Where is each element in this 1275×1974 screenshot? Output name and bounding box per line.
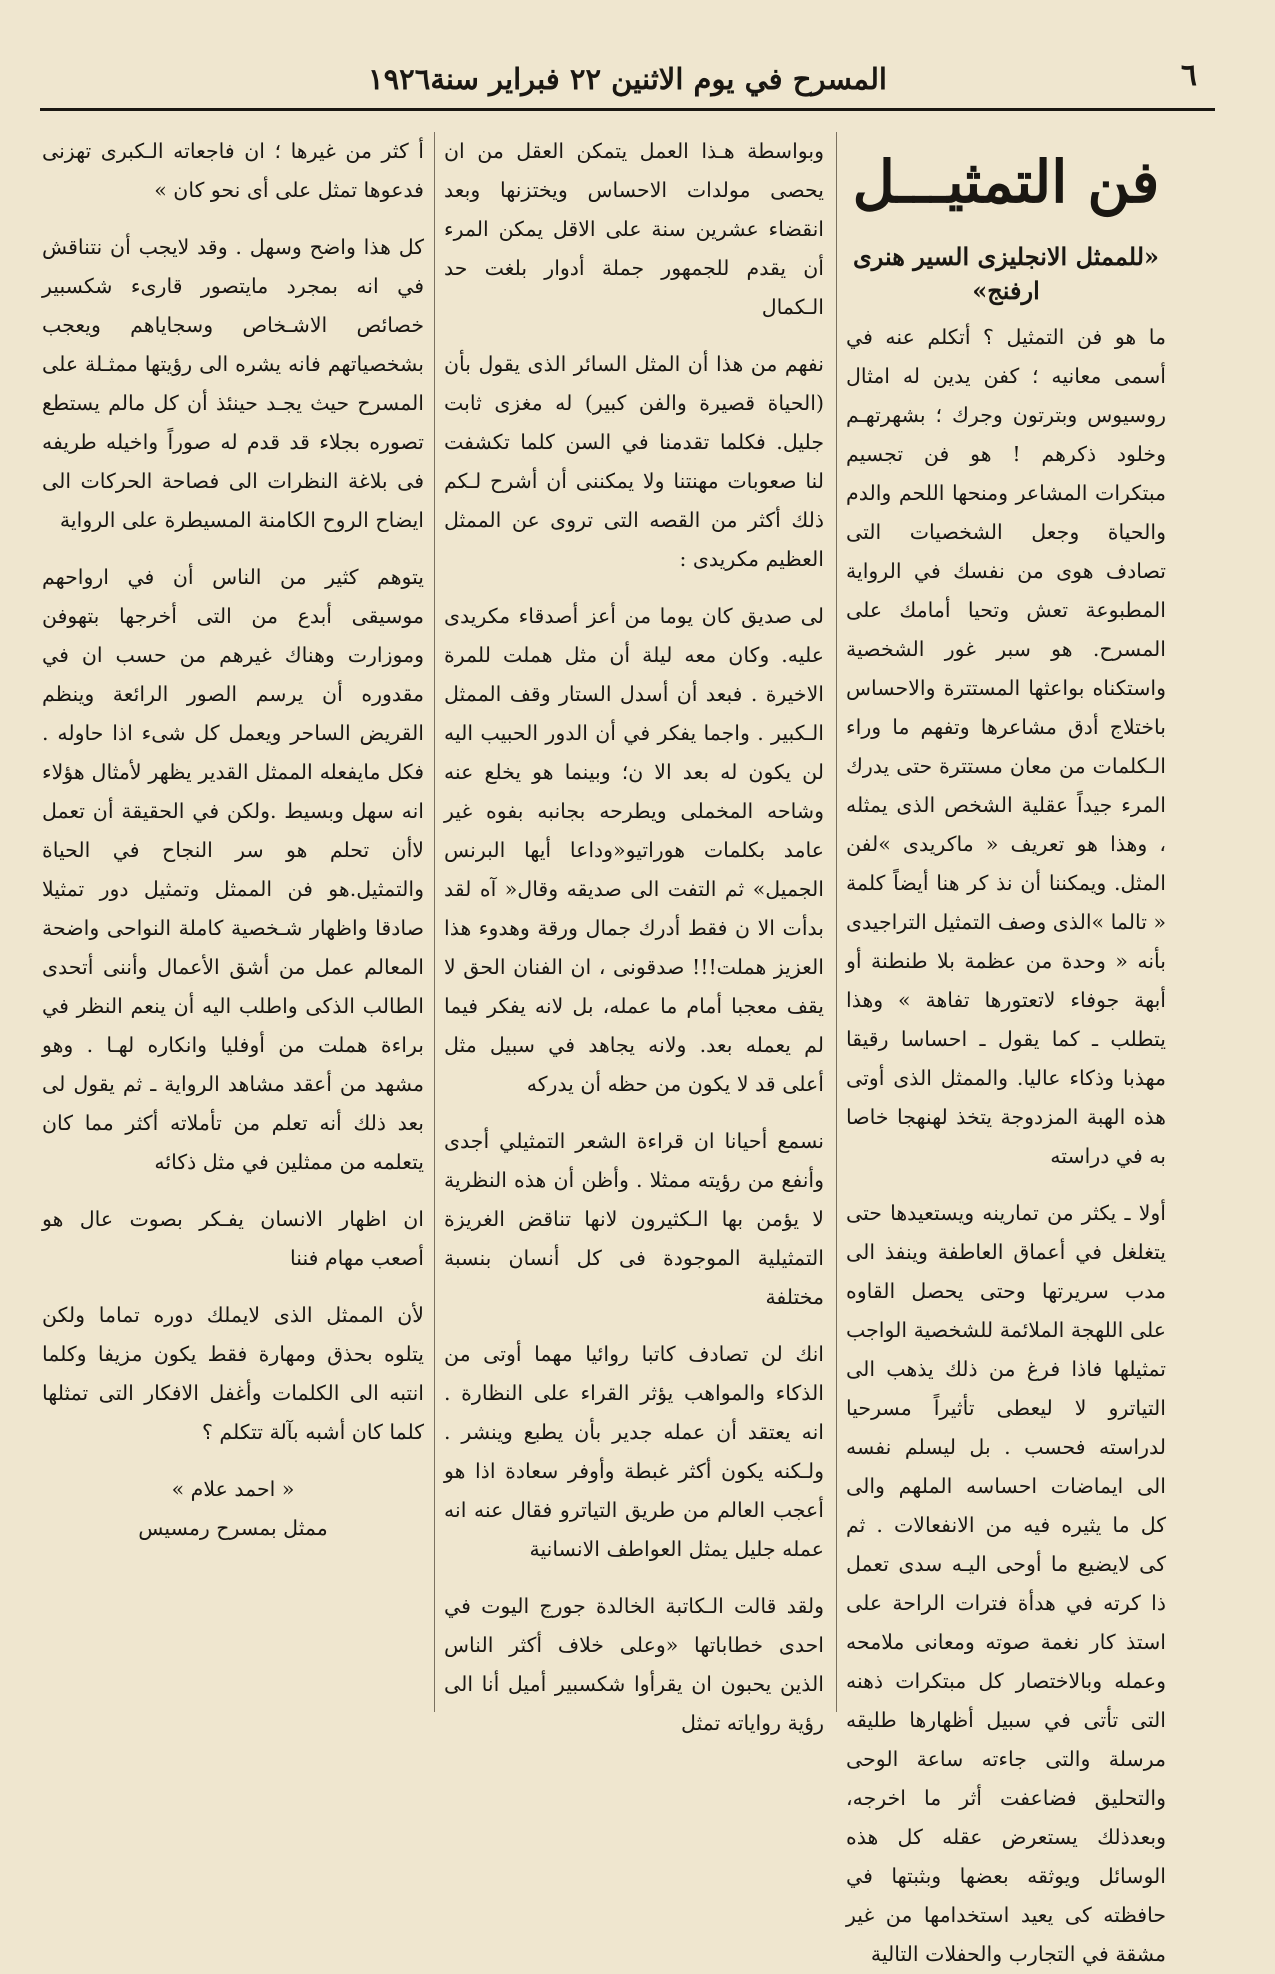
paragraph: ان اظهار الانسان يفـكر بصوت عال هو أصعب مهام فننا: [42, 1207, 424, 1270]
paragraph: نسمع أحيانا ان قراءة الشعر التمثيلي أجدى وأنفع من رؤيته ممثلا . وأظن أن هذه النظرية لا يؤمن بها الـكثيرون لانها تناقض الغريزة التمثيلية الموجودة فى كل أنسان بنسبة مختلفة: [444, 1129, 824, 1309]
paragraph: لأن الممثل الذى لايملك دوره تماما ولكن يتلوه بحذق ومهارة فقط يكون مزيفا وكلما انتبه الى الكلمات وأغفل الافكار التى تمثلها كلما كان أشبه بآلة تتكلم ؟: [42, 1303, 424, 1444]
paragraph: لى صديق كان يوما من أعز أصدقاء مكريدى عليه. وكان معه ليلة أن مثل هملت للمرة الاخيرة . فبعد أن أسدل الستار وقف الممثل الـكبير . واجما يفكر في أن الدور الحبيب اليه لن يكون له بعد الا ن؛ وبينما هو يخلع عنه وشاحه المخملى ويطرحه بجانبه بفوه غير عامد بكلمات هوراتيو«وداعا أيها البرنس الجميل» ثم التفت الى صديقه وقال« آه لقد بدأت الا ن فقط أدرك جمال ورقة وهدوء هذا العزيز هملت!!! صدقونى ، ان الفنان الحق لا يقف معجبا أمام ما عمله، بل لانه يفكر فيما لم يعمله بعد. ولانه يجاهد في سبيل مثل أعلى قد لا يكون من حظه أن يدركه: [444, 604, 824, 1096]
column-middle: [444, 132, 824, 1735]
paragraph: نفهم من هذا أن المثل السائر الذى يقول بأن (الحياة قصيرة والفن كبير) له مغزى ثابت جليل. فكلما تقدمنا في السن كلما تكشفت لنا صعوبات مهنتنا ولا يمكننى أن أشرح لـكم ذلك أكثر من القصه التى تروى عن الممثل العظيم مكريدى :: [444, 352, 824, 571]
paragraph: ولقد قالت الـكاتبة الخالدة جورج اليوت في احدى خطاباتها «وعلى خلاف أكثر الناس الذين يحبون ان يقرأوا شكسبير أميل أنا الى رؤية رواياته تمثل: [444, 1594, 824, 1735]
article-title: فن التمثيـــل: [852, 148, 1160, 216]
page-header: [40, 58, 1215, 111]
column-divider: [836, 132, 837, 1712]
paragraph: وبواسطة هـذا العمل يتمكن العقل من ان يحصى مولدات الاحساس ويختزنها وبعد انقضاء عشرين سنة على الاقل يمكن المرء أن يقدم للجمهور جملة أدوار بلغت حد الـكمال: [444, 139, 824, 319]
author-affiliation: ممثل بمسرح رمسيس: [138, 1516, 328, 1540]
column-left: [42, 132, 424, 1732]
author-signature: « احمد علام »: [171, 1477, 295, 1501]
article-subtitle: «للممثل الانجليزى السير هنرى ارفنج»: [852, 242, 1160, 305]
paragraph: انك لن تصادف كاتبا روائيا مهما أوتى من الذكاء والمواهب يؤثر القراء على النظارة . انه يعتقد أن عمله جدير بأن يطبع وينشر . ولـكنه يكون أكثر غبطة وأوفر سعادة اذا هو أعجب العالم من طريق التياترو فقال عنه انه عمله جليل يمثل العواطف الانسانية: [444, 1342, 824, 1561]
page-number: ٦: [1180, 58, 1197, 93]
paragraph: يتوهم كثير من الناس أن في ارواحهم موسيقى أبدع من التى أخرجها بتهوفن وموزارت وهناك غيرهم من حسب ان في مقدوره أن يرسم الصور الرائعة وينظم القريض الساحر ويعمل كل شىء اذا حاوله . فكل مايفعله الممثل القدير يظهر لأمثال هؤلاء انه سهل وبسيط .ولكن في الحقيقة أن تعمل لاأن تحلم هو سر النجاح في الحياة والتمثيل.هو فن الممثل وتمثيل دور تمثيلا صادقا واظهار شـخصية كاملة النواحى واضحة المعالم عمل من أشق الأعمال وأننى أتحدى الطالب الذكى واطلب اليه أن ينعم النظر في براءة هملت من أوفليا وانكاره لهـا . وهو مشهد من أعقد مشاهد الرواية ـ ثم يقول لى بعد ذلك أنه تعلم من تأملاته أكثر مما كان يتعلمه من ممثلين في مثل ذكائه: [42, 565, 424, 1174]
column-right: [846, 132, 1166, 1966]
paragraph: كل هذا واضح وسهل . وقد لايجب أن نتناقش في انه بمجرد مايتصور قارىء شكسبير خصائص الاشـخاص وسجاياهم ويعجب بشخصياتهم فانه يشره الى رؤيتها ممثـلة على المسرح حيث يجـد حينئذ أن كل مالم يستطع تصوره بجلاء قد قدم له صوراً واخيله طريفه فى بلاغة النظرات الى فصاحة الحركات الى ايضاح الروح الكامنة المسيطرة على الرواية: [42, 235, 424, 532]
paragraph: أولا ـ يكثر من تمارينه ويستعيدها حتى يتغلغل في أعماق العاطفة وينفذ الى مدب سريرتها وحتى يحصل القاوه على اللهجة الملائمة للشخصية الواجب تمثيلها فاذا فرغ من ذلك يذهب الى التياترو لا ليعطى تأثيراً مسرحيا لدراسته فحسب . بل ليسلم نفسه الى ايماضات احساسه الملهم والى كل ما يثيره فيه من الانفعالات . ثم كى لايضيع ما أوحى اليـه سدى تعمل ذا كرته في هدأة فترات الراحة على استذ كار نغمة صوته ومعانى ملامحه وعمله وبالاختصار كل مبتكرات ذهنه التى تأتى في سبيل أظهارها طليقه مرسلة والتى جاءته ساعة الوحى والتحليق فضاعفت أثر ما اخرجه، وبعدذلك يستعرض عقله كل هذه الوسائل ويوثقه بعضها وبثبتها في حافظته كى يعيد استخدامها من غير مشقة في التجارب والحفلات التالية: [846, 1201, 1166, 1966]
paragraph: ما هو فن التمثيل ؟ أتكلم عنه في أسمى معانيه ؛ كفن يدين له امثال روسيوس وبترتون وجرك ؛ بشهرتهـم وخلود ذكرهم ! هو فن تجسيم مبتكرات المشاعر ومنحها اللحم والدم والحياة وجعل الشخصيات التى تصادف هوى من نفسك في الرواية المطبوعة تعش وتحيا أمامك على المسرح. هو سبر غور الشخصية واستكناه بواعثها المستترة والاحساس باختلاج أدق مشاعرها وتفهم ما وراء الـكلمات من معان مستترة حتى يدرك المرء جيداً عقلية الشخص الذى يمثله ، وهذا هو تعريف « ماكريدى »لفن المثل. ويمكننا أن نذ كر هنا أيضاً كلمة « تالما »الذى وصف التمثيل التراجيدى بأنه « وحدة من عظمة بلا طنطنة أو أبهة جوفاء لاتعتورها تفاهة » وهذا يتطلب ـ كما يقول ـ احساسا رقيقا مهذبا وذكاء عاليا. والممثل الذى أوتى هذه الهبة المزدوجة يتخذ لهنهجا خاصا به في دراسته: [846, 325, 1166, 1168]
column-divider: [434, 132, 435, 1712]
header-title: المسرح في يوم الاثنين ٢٢ فبراير سنة١٩٢٦: [368, 62, 887, 96]
paragraph: أ كثر من غيرها ؛ ان فاجعاته الـكبرى تهزنى فدعوها تمثل على أى نحو كان »: [42, 139, 424, 202]
